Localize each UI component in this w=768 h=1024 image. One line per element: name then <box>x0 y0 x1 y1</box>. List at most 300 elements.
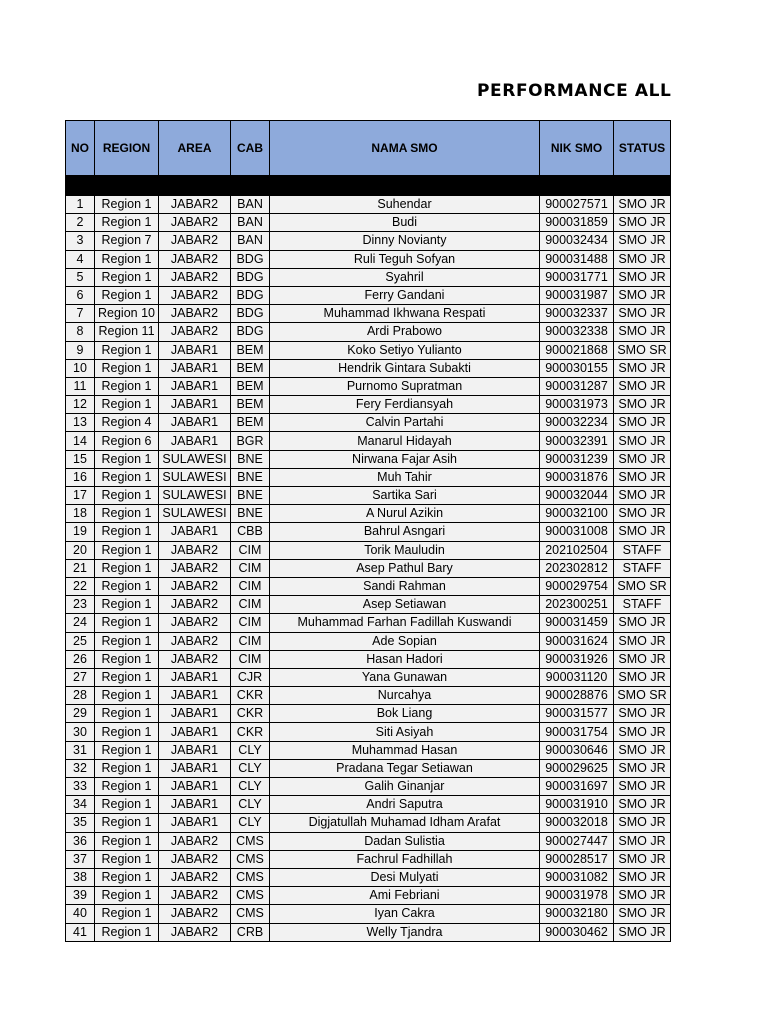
cell-region[interactable]: Region 1 <box>95 668 159 686</box>
cell-region[interactable]: Region 1 <box>95 868 159 886</box>
col-header-nama-smo[interactable]: NAMA SMO <box>270 121 540 176</box>
cell-area[interactable]: JABAR2 <box>159 559 231 577</box>
cell-no[interactable]: 33 <box>66 778 95 796</box>
cell-nama-smo[interactable]: Asep Setiawan <box>270 596 540 614</box>
cell-nik-smo[interactable]: 900031697 <box>540 778 614 796</box>
cell-no[interactable]: 26 <box>66 650 95 668</box>
cell-region[interactable]: Region 1 <box>95 687 159 705</box>
cell-nama-smo[interactable]: Budi <box>270 214 540 232</box>
cell-area[interactable]: SULAWESI <box>159 468 231 486</box>
cell-region[interactable]: Region 1 <box>95 559 159 577</box>
cell-nik-smo[interactable]: 900032044 <box>540 487 614 505</box>
cell-nik-smo[interactable]: 900032337 <box>540 305 614 323</box>
cell-nama-smo[interactable]: Pradana Tegar Setiawan <box>270 759 540 777</box>
cell-no[interactable]: 7 <box>66 305 95 323</box>
cell-area[interactable]: JABAR2 <box>159 305 231 323</box>
cell-cab[interactable]: CKR <box>231 723 270 741</box>
cell-nama-smo[interactable]: Asep Pathul Bary <box>270 559 540 577</box>
table-row <box>66 705 671 723</box>
cell-region[interactable]: Region 1 <box>95 250 159 268</box>
cell-area[interactable]: JABAR1 <box>159 778 231 796</box>
cell-no[interactable]: 12 <box>66 396 95 414</box>
cell-region[interactable]: Region 1 <box>95 505 159 523</box>
cell-cab[interactable]: CJR <box>231 668 270 686</box>
cell-no[interactable]: 37 <box>66 850 95 868</box>
cell-nik-smo[interactable]: 900031459 <box>540 614 614 632</box>
cell-nama-smo[interactable]: Nirwana Fajar Asih <box>270 450 540 468</box>
cell-nik-smo[interactable]: 900031008 <box>540 523 614 541</box>
cell-nama-smo[interactable]: Muhammad Farhan Fadillah Kuswandi <box>270 614 540 632</box>
cell-cab[interactable]: CIM <box>231 541 270 559</box>
cell-status[interactable]: SMO JR <box>614 250 671 268</box>
cell-no[interactable]: 32 <box>66 759 95 777</box>
cell-area[interactable]: JABAR2 <box>159 923 231 941</box>
cell-no[interactable]: 1 <box>66 196 95 214</box>
cell-status[interactable]: SMO JR <box>614 268 671 286</box>
cell-nama-smo[interactable]: Syahril <box>270 268 540 286</box>
cell-area[interactable]: JABAR2 <box>159 632 231 650</box>
cell-nik-smo[interactable]: 900027447 <box>540 832 614 850</box>
cell-status[interactable]: SMO JR <box>614 432 671 450</box>
cell-area[interactable]: JABAR1 <box>159 341 231 359</box>
cell-no[interactable]: 5 <box>66 268 95 286</box>
cell-area[interactable]: JABAR2 <box>159 596 231 614</box>
cell-status[interactable]: SMO JR <box>614 396 671 414</box>
cell-nama-smo[interactable]: Ami Febriani <box>270 887 540 905</box>
table-row <box>66 723 671 741</box>
cell-cab[interactable]: CMS <box>231 868 270 886</box>
cell-area[interactable]: JABAR2 <box>159 250 231 268</box>
cell-nik-smo[interactable]: 900032434 <box>540 232 614 250</box>
cell-nama-smo[interactable]: Muhammad Hasan <box>270 741 540 759</box>
cell-cab[interactable]: BEM <box>231 396 270 414</box>
cell-nik-smo[interactable]: 900032234 <box>540 414 614 432</box>
cell-nama-smo[interactable]: Calvin Partahi <box>270 414 540 432</box>
cell-status[interactable]: SMO JR <box>614 796 671 814</box>
cell-area[interactable]: JABAR1 <box>159 377 231 395</box>
cell-no[interactable]: 27 <box>66 668 95 686</box>
cell-nama-smo[interactable]: Suhendar <box>270 196 540 214</box>
cell-status[interactable]: SMO JR <box>614 196 671 214</box>
cell-cab[interactable]: BDG <box>231 268 270 286</box>
cell-area[interactable]: JABAR2 <box>159 323 231 341</box>
cell-no[interactable]: 10 <box>66 359 95 377</box>
cell-area[interactable]: JABAR1 <box>159 668 231 686</box>
cell-nama-smo[interactable]: Sandi Rahman <box>270 577 540 595</box>
cell-region[interactable]: Region 1 <box>95 577 159 595</box>
cell-nik-smo[interactable]: 900032391 <box>540 432 614 450</box>
cell-region[interactable]: Region 1 <box>95 723 159 741</box>
cell-area[interactable]: JABAR2 <box>159 905 231 923</box>
cell-area[interactable]: JABAR1 <box>159 741 231 759</box>
cell-nama-smo[interactable]: Muhammad Ikhwana Respati <box>270 305 540 323</box>
cell-no[interactable]: 38 <box>66 868 95 886</box>
cell-nama-smo[interactable]: Fachrul Fadhillah <box>270 850 540 868</box>
cell-cab[interactable]: BNE <box>231 450 270 468</box>
cell-status[interactable]: SMO JR <box>614 450 671 468</box>
col-header-cab[interactable]: CAB <box>231 121 270 176</box>
cell-area[interactable]: JABAR2 <box>159 541 231 559</box>
cell-area[interactable]: JABAR2 <box>159 286 231 304</box>
cell-area[interactable]: JABAR1 <box>159 414 231 432</box>
cell-nik-smo[interactable]: 900031876 <box>540 468 614 486</box>
cell-region[interactable]: Region 10 <box>95 305 159 323</box>
cell-cab[interactable]: BEM <box>231 341 270 359</box>
cell-cab[interactable]: CMS <box>231 850 270 868</box>
cell-cab[interactable]: BDG <box>231 286 270 304</box>
col-header-nik-smo[interactable]: NIK SMO <box>540 121 614 176</box>
cell-nik-smo[interactable]: 900027571 <box>540 196 614 214</box>
cell-status[interactable]: SMO JR <box>614 668 671 686</box>
cell-nik-smo[interactable]: 900031754 <box>540 723 614 741</box>
cell-no[interactable]: 25 <box>66 632 95 650</box>
cell-area[interactable]: SULAWESI <box>159 487 231 505</box>
cell-nik-smo[interactable]: 900029625 <box>540 759 614 777</box>
cell-status[interactable]: SMO JR <box>614 868 671 886</box>
table-row <box>66 232 671 250</box>
cell-no[interactable]: 34 <box>66 796 95 814</box>
cell-region[interactable]: Region 1 <box>95 778 159 796</box>
cell-area[interactable]: JABAR1 <box>159 523 231 541</box>
cell-status[interactable]: SMO SR <box>614 577 671 595</box>
cell-nik-smo[interactable]: 900031771 <box>540 268 614 286</box>
cell-no[interactable]: 4 <box>66 250 95 268</box>
cell-status[interactable]: SMO JR <box>614 650 671 668</box>
col-header-no[interactable]: NO <box>66 121 95 176</box>
cell-cab[interactable]: BAN <box>231 196 270 214</box>
cell-status[interactable]: STAFF <box>614 559 671 577</box>
cell-status[interactable]: SMO JR <box>614 614 671 632</box>
cell-cab[interactable]: CIM <box>231 632 270 650</box>
cell-cab[interactable]: BNE <box>231 468 270 486</box>
cell-no[interactable]: 23 <box>66 596 95 614</box>
cell-status[interactable]: SMO JR <box>614 505 671 523</box>
cell-cab[interactable]: CLY <box>231 741 270 759</box>
cell-status[interactable]: SMO JR <box>614 759 671 777</box>
cell-region[interactable]: Region 1 <box>95 286 159 304</box>
cell-cab[interactable]: BAN <box>231 214 270 232</box>
cell-region[interactable]: Region 1 <box>95 923 159 941</box>
cell-no[interactable]: 19 <box>66 523 95 541</box>
cell-nama-smo[interactable]: Purnomo Supratman <box>270 377 540 395</box>
cell-no[interactable]: 18 <box>66 505 95 523</box>
cell-region[interactable]: Region 6 <box>95 432 159 450</box>
cell-status[interactable]: STAFF <box>614 541 671 559</box>
cell-nama-smo[interactable]: Muh Tahir <box>270 468 540 486</box>
cell-nik-smo[interactable]: 900031624 <box>540 632 614 650</box>
cell-nik-smo[interactable]: 900031577 <box>540 705 614 723</box>
cell-nik-smo[interactable]: 900031973 <box>540 396 614 414</box>
cell-nama-smo[interactable]: Hasan Hadori <box>270 650 540 668</box>
cell-status[interactable]: SMO JR <box>614 705 671 723</box>
cell-region[interactable]: Region 1 <box>95 377 159 395</box>
cell-region[interactable]: Region 1 <box>95 850 159 868</box>
cell-status[interactable]: SMO JR <box>614 414 671 432</box>
cell-cab[interactable]: CIM <box>231 650 270 668</box>
cell-nik-smo[interactable]: 900031239 <box>540 450 614 468</box>
cell-no[interactable]: 8 <box>66 323 95 341</box>
cell-cab[interactable]: CKR <box>231 705 270 723</box>
cell-status[interactable]: SMO SR <box>614 341 671 359</box>
cell-cab[interactable]: CIM <box>231 577 270 595</box>
cell-area[interactable]: JABAR2 <box>159 614 231 632</box>
cell-cab[interactable]: BGR <box>231 432 270 450</box>
cell-cab[interactable]: CBB <box>231 523 270 541</box>
cell-region[interactable]: Region 7 <box>95 232 159 250</box>
cell-nik-smo[interactable]: 900030462 <box>540 923 614 941</box>
cell-region[interactable]: Region 1 <box>95 759 159 777</box>
cell-nik-smo[interactable]: 202300251 <box>540 596 614 614</box>
cell-nik-smo[interactable]: 900031987 <box>540 286 614 304</box>
cell-no[interactable]: 11 <box>66 377 95 395</box>
cell-region[interactable]: Region 1 <box>95 887 159 905</box>
cell-region[interactable]: Region 1 <box>95 705 159 723</box>
cell-status[interactable]: SMO JR <box>614 905 671 923</box>
cell-status[interactable]: SMO JR <box>614 232 671 250</box>
cell-nama-smo[interactable]: Ade Sopian <box>270 632 540 650</box>
cell-area[interactable]: JABAR1 <box>159 759 231 777</box>
cell-nik-smo[interactable]: 900028876 <box>540 687 614 705</box>
cell-nik-smo[interactable]: 900032100 <box>540 505 614 523</box>
cell-no[interactable]: 40 <box>66 905 95 923</box>
cell-nik-smo[interactable]: 900032180 <box>540 905 614 923</box>
cell-region[interactable]: Region 1 <box>95 359 159 377</box>
cell-nik-smo[interactable]: 900030646 <box>540 741 614 759</box>
cell-nik-smo[interactable]: 900031910 <box>540 796 614 814</box>
cell-area[interactable]: JABAR2 <box>159 868 231 886</box>
cell-status[interactable]: SMO SR <box>614 687 671 705</box>
cell-region[interactable]: Region 1 <box>95 832 159 850</box>
cell-nik-smo[interactable]: 900031859 <box>540 214 614 232</box>
cell-nama-smo[interactable]: Dadan Sulistia <box>270 832 540 850</box>
cell-cab[interactable]: BDG <box>231 323 270 341</box>
cell-status[interactable]: SMO JR <box>614 468 671 486</box>
cell-no[interactable]: 3 <box>66 232 95 250</box>
cell-no[interactable]: 31 <box>66 741 95 759</box>
cell-region[interactable]: Region 1 <box>95 523 159 541</box>
cell-cab[interactable]: CMS <box>231 887 270 905</box>
cell-nik-smo[interactable]: 202102504 <box>540 541 614 559</box>
cell-no[interactable]: 41 <box>66 923 95 941</box>
cell-nama-smo[interactable]: Ardi Prabowo <box>270 323 540 341</box>
cell-nik-smo[interactable]: 900031082 <box>540 868 614 886</box>
cell-nama-smo[interactable]: Hendrik Gintara Subakti <box>270 359 540 377</box>
cell-cab[interactable]: CMS <box>231 832 270 850</box>
cell-status[interactable]: SMO JR <box>614 359 671 377</box>
cell-nik-smo[interactable]: 900032018 <box>540 814 614 832</box>
cell-region[interactable]: Region 1 <box>95 487 159 505</box>
cell-status[interactable]: SMO JR <box>614 850 671 868</box>
cell-cab[interactable]: BDG <box>231 250 270 268</box>
cell-status[interactable]: SMO JR <box>614 286 671 304</box>
cell-status[interactable]: SMO JR <box>614 723 671 741</box>
cell-no[interactable]: 39 <box>66 887 95 905</box>
cell-area[interactable]: JABAR1 <box>159 359 231 377</box>
cell-no[interactable]: 36 <box>66 832 95 850</box>
cell-nama-smo[interactable]: Ferry Gandani <box>270 286 540 304</box>
cell-region[interactable]: Region 1 <box>95 650 159 668</box>
cell-status[interactable]: STAFF <box>614 596 671 614</box>
cell-nik-smo[interactable]: 900031488 <box>540 250 614 268</box>
cell-no[interactable]: 6 <box>66 286 95 304</box>
cell-nama-smo[interactable]: Galih Ginanjar <box>270 778 540 796</box>
cell-cab[interactable]: BEM <box>231 359 270 377</box>
cell-region[interactable]: Region 1 <box>95 214 159 232</box>
cell-no[interactable]: 21 <box>66 559 95 577</box>
cell-status[interactable]: SMO JR <box>614 323 671 341</box>
cell-nik-smo[interactable]: 900031120 <box>540 668 614 686</box>
cell-cab[interactable]: CLY <box>231 796 270 814</box>
cell-nama-smo[interactable]: Yana Gunawan <box>270 668 540 686</box>
cell-area[interactable]: JABAR2 <box>159 196 231 214</box>
cell-area[interactable]: JABAR1 <box>159 705 231 723</box>
cell-no[interactable]: 2 <box>66 214 95 232</box>
cell-region[interactable]: Region 4 <box>95 414 159 432</box>
cell-cab[interactable]: CMS <box>231 905 270 923</box>
cell-region[interactable]: Region 1 <box>95 905 159 923</box>
cell-nama-smo[interactable]: Sartika Sari <box>270 487 540 505</box>
cell-status[interactable]: SMO JR <box>614 741 671 759</box>
cell-nama-smo[interactable]: Iyan Cakra <box>270 905 540 923</box>
cell-status[interactable]: SMO JR <box>614 814 671 832</box>
cell-nama-smo[interactable]: Bok Liang <box>270 705 540 723</box>
cell-area[interactable]: JABAR1 <box>159 432 231 450</box>
cell-no[interactable]: 24 <box>66 614 95 632</box>
cell-region[interactable]: Region 1 <box>95 468 159 486</box>
cell-status[interactable]: SMO JR <box>614 632 671 650</box>
cell-nik-smo[interactable]: 900031926 <box>540 650 614 668</box>
cell-region[interactable]: Region 1 <box>95 614 159 632</box>
cell-nama-smo[interactable]: Dinny Novianty <box>270 232 540 250</box>
cell-region[interactable]: Region 11 <box>95 323 159 341</box>
cell-cab[interactable]: BAN <box>231 232 270 250</box>
cell-area[interactable]: JABAR2 <box>159 577 231 595</box>
cell-status[interactable]: SMO JR <box>614 487 671 505</box>
cell-cab[interactable]: BEM <box>231 377 270 395</box>
table-row <box>66 377 671 395</box>
cell-nik-smo[interactable]: 900032338 <box>540 323 614 341</box>
cell-cab[interactable]: BNE <box>231 487 270 505</box>
cell-area[interactable]: SULAWESI <box>159 450 231 468</box>
cell-no[interactable]: 17 <box>66 487 95 505</box>
cell-nama-smo[interactable]: A Nurul Azikin <box>270 505 540 523</box>
cell-region[interactable]: Region 1 <box>95 396 159 414</box>
cell-no[interactable]: 35 <box>66 814 95 832</box>
cell-area[interactable]: JABAR2 <box>159 268 231 286</box>
cell-region[interactable]: Region 1 <box>95 341 159 359</box>
col-header-region[interactable]: REGION <box>95 121 159 176</box>
cell-cab[interactable]: CIM <box>231 596 270 614</box>
cell-area[interactable]: JABAR2 <box>159 650 231 668</box>
cell-region[interactable]: Region 1 <box>95 196 159 214</box>
cell-nik-smo[interactable]: 900029754 <box>540 577 614 595</box>
cell-area[interactable]: JABAR1 <box>159 687 231 705</box>
cell-status[interactable]: SMO JR <box>614 923 671 941</box>
cell-cab[interactable]: CKR <box>231 687 270 705</box>
cell-region[interactable]: Region 1 <box>95 450 159 468</box>
cell-nik-smo[interactable]: 900021868 <box>540 341 614 359</box>
cell-area[interactable]: JABAR1 <box>159 723 231 741</box>
cell-status[interactable]: SMO JR <box>614 887 671 905</box>
cell-area[interactable]: JABAR2 <box>159 232 231 250</box>
cell-cab[interactable]: BNE <box>231 505 270 523</box>
cell-nik-smo[interactable]: 900028517 <box>540 850 614 868</box>
cell-nama-smo[interactable]: Welly Tjandra <box>270 923 540 941</box>
cell-region[interactable]: Region 1 <box>95 796 159 814</box>
col-header-area[interactable]: AREA <box>159 121 231 176</box>
cell-area[interactable]: JABAR2 <box>159 850 231 868</box>
cell-cab[interactable]: CLY <box>231 759 270 777</box>
cell-nama-smo[interactable]: Manarul Hidayah <box>270 432 540 450</box>
cell-cab[interactable]: BEM <box>231 414 270 432</box>
cell-region[interactable]: Region 1 <box>95 268 159 286</box>
cell-cab[interactable]: CRB <box>231 923 270 941</box>
cell-nama-smo[interactable]: Torik Mauludin <box>270 541 540 559</box>
col-header-status[interactable]: STATUS <box>614 121 671 176</box>
cell-status[interactable]: SMO JR <box>614 305 671 323</box>
cell-area[interactable]: JABAR1 <box>159 396 231 414</box>
cell-area[interactable]: JABAR2 <box>159 214 231 232</box>
cell-cab[interactable]: CIM <box>231 559 270 577</box>
cell-nama-smo[interactable]: Digjatullah Muhamad Idham Arafat <box>270 814 540 832</box>
cell-no[interactable]: 14 <box>66 432 95 450</box>
cell-region[interactable]: Region 1 <box>95 541 159 559</box>
cell-nama-smo[interactable]: Siti Asiyah <box>270 723 540 741</box>
cell-region[interactable]: Region 1 <box>95 632 159 650</box>
cell-area[interactable]: JABAR1 <box>159 796 231 814</box>
cell-no[interactable]: 16 <box>66 468 95 486</box>
cell-no[interactable]: 22 <box>66 577 95 595</box>
cell-status[interactable]: SMO JR <box>614 377 671 395</box>
table-row <box>66 759 671 777</box>
cell-nik-smo[interactable]: 202302812 <box>540 559 614 577</box>
cell-nama-smo[interactable]: Andri Saputra <box>270 796 540 814</box>
cell-no[interactable]: 15 <box>66 450 95 468</box>
cell-nik-smo[interactable]: 900031978 <box>540 887 614 905</box>
cell-no[interactable]: 29 <box>66 705 95 723</box>
cell-cab[interactable]: CLY <box>231 814 270 832</box>
cell-nama-smo[interactable]: Ruli Teguh Sofyan <box>270 250 540 268</box>
cell-nama-smo[interactable]: Nurcahya <box>270 687 540 705</box>
cell-status[interactable]: SMO JR <box>614 832 671 850</box>
cell-status[interactable]: SMO JR <box>614 778 671 796</box>
cell-nama-smo[interactable]: Desi Mulyati <box>270 868 540 886</box>
cell-status[interactable]: SMO JR <box>614 214 671 232</box>
cell-cab[interactable]: CIM <box>231 614 270 632</box>
cell-region[interactable]: Region 1 <box>95 741 159 759</box>
cell-cab[interactable]: CLY <box>231 778 270 796</box>
cell-nik-smo[interactable]: 900030155 <box>540 359 614 377</box>
cell-nama-smo[interactable]: Koko Setiyo Yulianto <box>270 341 540 359</box>
cell-no[interactable]: 20 <box>66 541 95 559</box>
cell-no[interactable]: 30 <box>66 723 95 741</box>
cell-cab[interactable]: BDG <box>231 305 270 323</box>
cell-area[interactable]: JABAR1 <box>159 814 231 832</box>
cell-region[interactable]: Region 1 <box>95 596 159 614</box>
cell-area[interactable]: JABAR2 <box>159 832 231 850</box>
cell-area[interactable]: JABAR2 <box>159 887 231 905</box>
cell-no[interactable]: 13 <box>66 414 95 432</box>
cell-status[interactable]: SMO JR <box>614 523 671 541</box>
cell-nama-smo[interactable]: Bahrul Asngari <box>270 523 540 541</box>
cell-area[interactable]: SULAWESI <box>159 505 231 523</box>
table-row <box>66 905 671 923</box>
cell-region[interactable]: Region 1 <box>95 814 159 832</box>
cell-no[interactable]: 28 <box>66 687 95 705</box>
cell-no[interactable]: 9 <box>66 341 95 359</box>
cell-nama-smo[interactable]: Fery Ferdiansyah <box>270 396 540 414</box>
cell-nik-smo[interactable]: 900031287 <box>540 377 614 395</box>
